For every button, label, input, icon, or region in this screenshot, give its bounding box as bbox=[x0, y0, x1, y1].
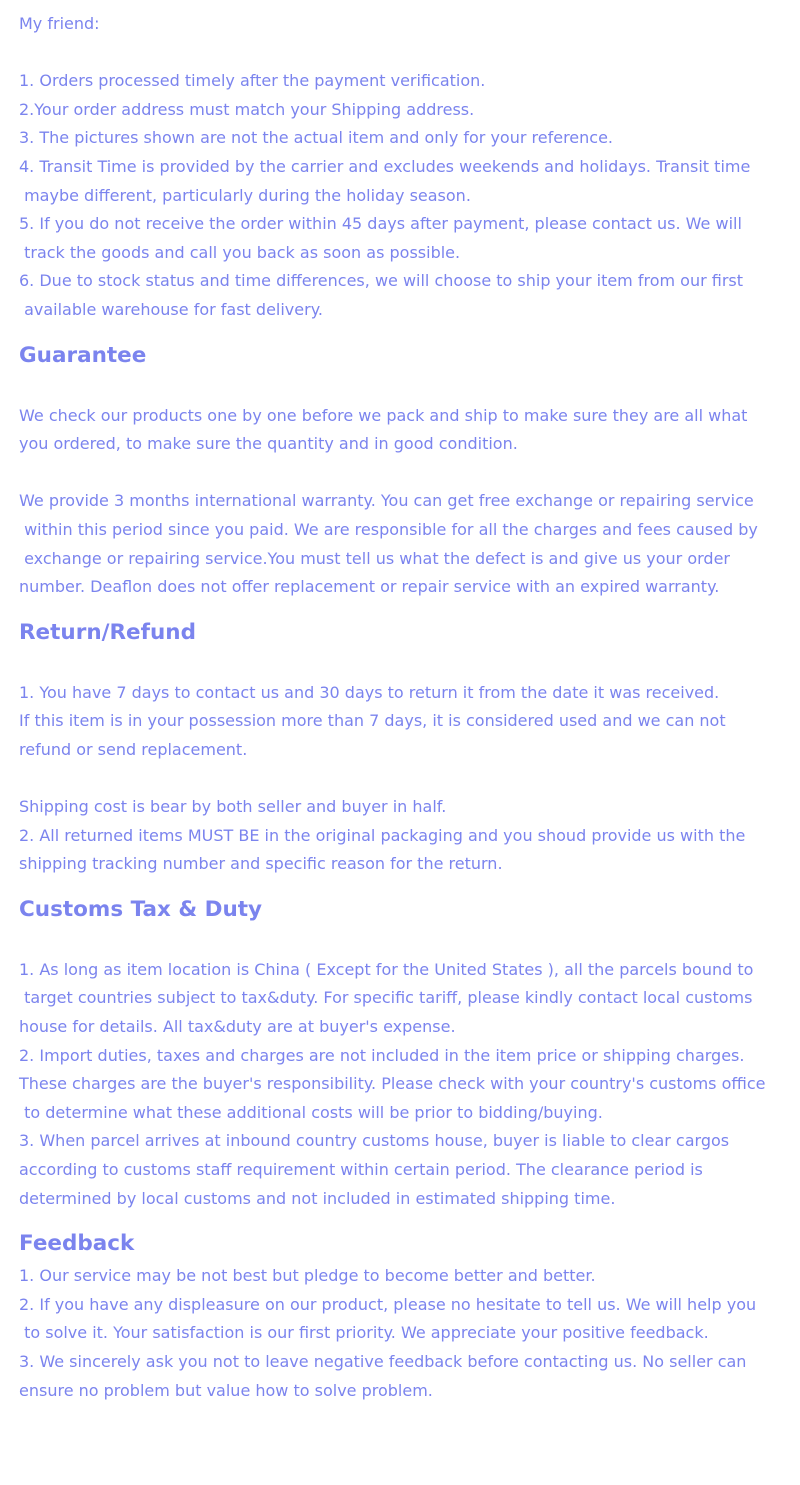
intro-line: 3. The pictures shown are not the actual item and only for your reference. bbox=[19, 128, 614, 148]
greeting: My friend: bbox=[19, 14, 100, 33]
feedback-line: 1. Our service may be not best but pledge to become better and better. bbox=[19, 1266, 596, 1286]
customs-line: according to customs staff requirement within certain period. The clearance period is bbox=[19, 1160, 703, 1179]
intro-line: track the goods and call you back as soon as possible. bbox=[19, 242, 461, 262]
spacer bbox=[19, 39, 789, 68]
customs-line: 1. As long as item location is China ( Except for the United States ), all the parcels bound to bbox=[19, 959, 754, 979]
guarantee-paragraph-2 bbox=[19, 487, 789, 601]
feedback-list bbox=[19, 1262, 789, 1405]
guarantee-line: number. Deaflon does not offer replacement or repair service with an expired warranty. bbox=[19, 577, 720, 597]
feedback-line: ensure no problem but value how to solve problem. bbox=[19, 1380, 433, 1400]
customs-line: target countries subject to tax&duty. For specific tariff, please kindly contact local customs bbox=[19, 988, 753, 1008]
guarantee-line: We provide 3 months international warranty. You can get free exchange or repairing service bbox=[19, 491, 754, 511]
customs-line: to determine what these additional costs will be prior to bidding/buying. bbox=[19, 1102, 603, 1122]
guarantee-line: within this period since you paid. We are responsible for all the charges and fees caused by bbox=[19, 519, 758, 539]
feedback-line: 3. We sincerely ask you not to leave negative feedback before contacting us. No seller can bbox=[19, 1351, 747, 1371]
feedback-line: 2. If you have any displeasure on our product, please no hesitate to tell us. We will help you bbox=[19, 1294, 757, 1314]
guarantee-heading: Guarantee bbox=[19, 342, 147, 368]
return-line: If this item is in your possession more than 7 days, it is considered used and we can not bbox=[19, 711, 726, 731]
intro-list bbox=[19, 67, 789, 324]
feedback-heading: Feedback bbox=[19, 1231, 135, 1257]
intro-line: 5. If you do not receive the order within 45 days after payment, please contact us. We will bbox=[19, 214, 742, 234]
guarantee-line: exchange or repairing service.You must tell us what the defect is and give us your order bbox=[19, 548, 730, 568]
customs-heading: Customs Tax & Duty bbox=[19, 896, 263, 922]
return-refund-heading: Return/Refund bbox=[19, 619, 196, 645]
intro-line: 1. Orders processed timely after the payment verification. bbox=[19, 71, 486, 91]
intro-line: 2.Your order address must match your Shipping address. bbox=[19, 99, 475, 119]
intro-line: maybe different, particularly during the holiday season. bbox=[19, 185, 471, 205]
return-line: refund or send replacement. bbox=[19, 739, 248, 759]
return-line: shipping tracking number and specific reason for the return. bbox=[19, 854, 503, 874]
customs-line: house for details. All tax&duty are at buyer's expense. bbox=[19, 1017, 456, 1037]
feedback-line: to solve it. Your satisfaction is our first priority. We appreciate your positive feedback. bbox=[19, 1323, 709, 1343]
guarantee-paragraph-1 bbox=[19, 402, 789, 459]
customs-line: These charges are the buyer's responsibility. Please check with your country's customs office bbox=[19, 1074, 766, 1094]
intro-line: 4. Transit Time is provided by the carrier and excludes weekends and holidays. Transit time bbox=[19, 156, 751, 176]
customs-line: 3. When parcel arrives at inbound country customs house, buyer is liable to clear cargos bbox=[19, 1131, 730, 1151]
policy-document bbox=[19, 10, 789, 1405]
customs-list bbox=[19, 956, 789, 1213]
return-paragraph-2 bbox=[19, 793, 789, 879]
intro-line: 6. Due to stock status and time differences, we will choose to ship your item from our first bbox=[19, 271, 744, 291]
intro-line: available warehouse for fast delivery. bbox=[19, 299, 323, 319]
customs-line: determined by local customs and not included in estimated shipping time. bbox=[19, 1188, 616, 1208]
customs-line: 2. Import duties, taxes and charges are not included in the item price or shipping charges. bbox=[19, 1045, 745, 1065]
guarantee-line: We check our products one by one before we pack and ship to make sure they are all what bbox=[19, 405, 748, 425]
return-line: 2. All returned items MUST BE in the original packaging and you shoud provide us with the bbox=[19, 825, 746, 845]
return-line: Shipping cost is bear by both seller and buyer in half. bbox=[19, 797, 447, 817]
return-line: 1. You have 7 days to contact us and 30 days to return it from the date it was received. bbox=[19, 682, 720, 702]
guarantee-line: you ordered, to make sure the quantity and in good condition. bbox=[19, 434, 518, 454]
return-paragraph-1 bbox=[19, 679, 789, 765]
